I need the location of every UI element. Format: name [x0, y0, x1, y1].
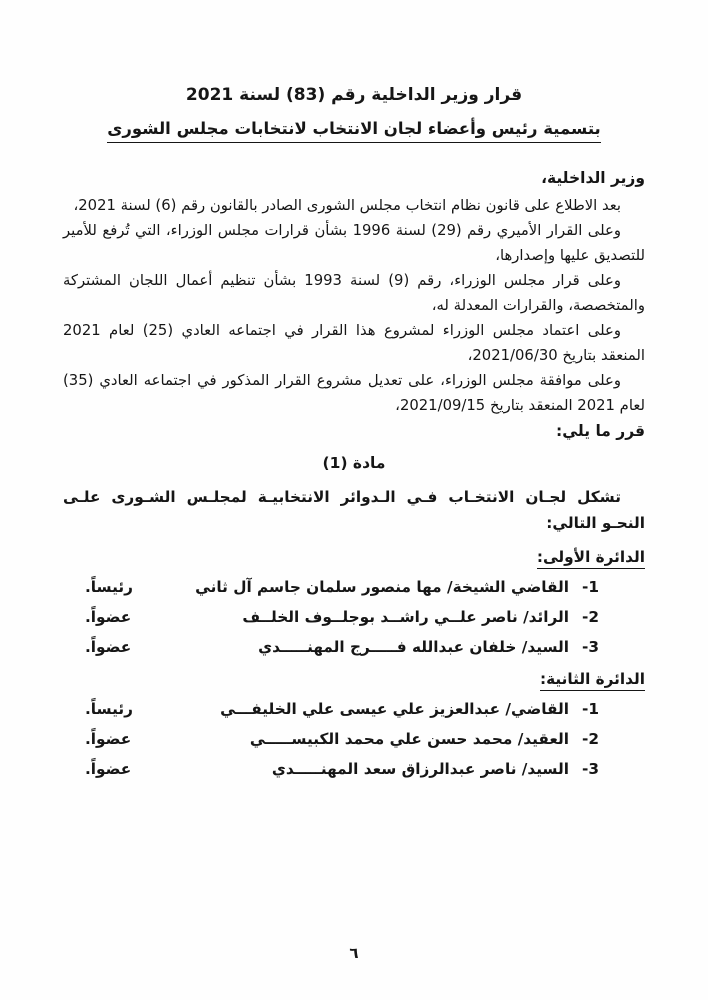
member-role: رئيساً. — [85, 700, 133, 719]
member-number: 1- — [581, 578, 599, 597]
member-number: 3- — [581, 638, 599, 657]
preamble-paragraph: وعلى اعتماد مجلس الوزراء لمشروع هذا القرار في اجتماعه العادي (25) لعام 2021 المنعقد بتاريخ 2021/06/30، — [63, 322, 645, 365]
district-second-section — [63, 670, 645, 780]
member-role: عضواً. — [85, 760, 132, 779]
member-main — [258, 637, 599, 658]
district-first-heading-text: الدائرة الأولى: — [537, 548, 645, 569]
member-name: القاضي/ عبدالعزيز علي عيسى علي الخليفـــي — [220, 700, 569, 719]
member-main — [220, 699, 599, 720]
district-first-section — [63, 548, 645, 658]
member-name: السيد/ خلفان عبدالله فـــــرج المهنـــــدي — [258, 638, 569, 657]
preamble-paragraph: وعلى موافقة مجلس الوزراء، على تعديل مشروع القرار المذكور في اجتماعه العادي (35) لعام 2021 المنعقد بتاريخ 2021/09/15، — [63, 372, 645, 415]
member-name: السيد/ ناصر عبدالرزاق سعد المهنـــــدي — [271, 760, 569, 779]
member-name: الرائد/ ناصر علــي راشــد بوجلــوف الخلــف — [242, 608, 569, 627]
document-subtitle-text: بتسمية رئيس وأعضاء لجان الانتخاب لانتخابات مجلس الشورى — [107, 119, 601, 143]
article-intro: تشكل لجـان الانتخـاب فـي الـدوائر الانتخابيـة لمجلـس الشـورى علـى النحـو التالي: — [63, 488, 645, 533]
issuer-salutation: وزير الداخلية، — [541, 169, 645, 188]
page-number: ٦ — [349, 944, 359, 962]
member-role: عضواً. — [85, 730, 132, 749]
article-heading: مادة (1) — [322, 454, 386, 473]
member-name: القاضي الشيخة/ مها منصور سلمان جاسم آل ثاني — [195, 578, 569, 597]
member-name: العقيد/ محمد حسن علي محمد الكبيســـــي — [249, 730, 569, 749]
district-second-heading-text: الدائرة الثانية: — [540, 670, 645, 691]
member-row — [63, 729, 645, 750]
member-number: 2- — [581, 608, 599, 627]
document-subtitle — [63, 119, 645, 143]
member-main — [250, 729, 599, 750]
member-main — [272, 759, 599, 780]
member-row — [63, 577, 645, 598]
member-row — [63, 759, 645, 780]
member-number: 1- — [581, 700, 599, 719]
member-main — [195, 577, 599, 598]
district-second-heading — [63, 670, 645, 691]
member-number: 3- — [581, 760, 599, 779]
member-row — [63, 699, 645, 720]
member-role: عضواً. — [85, 608, 132, 627]
preamble-section — [63, 193, 645, 418]
document-title: قرار وزير الداخلية رقم (83) لسنة 2021 — [185, 85, 523, 105]
preamble-paragraph: وعلى قرار مجلس الوزراء، رقم (9) لسنة 1993 بشأن تنظيم أعمال اللجان المشتركة والمتخصصة، والقرارات المعدلة له، — [63, 272, 645, 315]
district-second-members — [63, 699, 645, 780]
member-role: رئيساً. — [85, 578, 133, 597]
member-main — [242, 607, 599, 628]
district-first-members — [63, 577, 645, 658]
member-role: عضواً. — [85, 638, 132, 657]
preamble-paragraph: بعد الاطلاع على قانون نظام انتخاب مجلس الشورى الصادر بالقانون رقم (6) لسنة 2021، — [73, 197, 621, 215]
preamble-paragraph: وعلى القرار الأميري رقم (29) لسنة 1996 بشأن قرارات مجلس الوزراء، التي تُرفع للأمير للتصديق عليها وإصدارها، — [63, 222, 645, 265]
document-header — [63, 84, 645, 143]
decree-statement: قرر ما يلي: — [556, 422, 645, 441]
member-number: 2- — [581, 730, 599, 749]
member-row — [63, 637, 645, 658]
member-row — [63, 607, 645, 628]
district-first-heading — [63, 548, 645, 569]
